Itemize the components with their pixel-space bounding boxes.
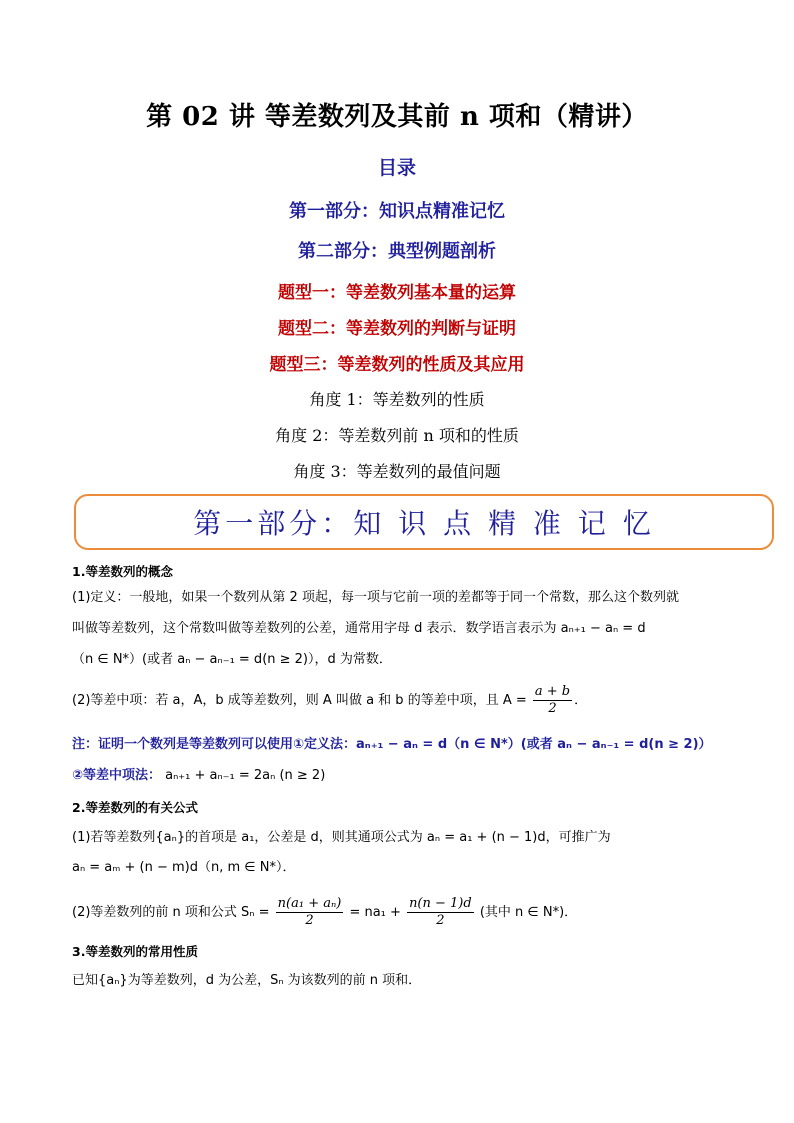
s2-heading: 2.等差数列的有关公式 (72, 800, 198, 815)
toc-angle3: 角度 3：等差数列的最值问题 (293, 462, 501, 481)
section-banner (74, 494, 774, 550)
toc-part1: 第一部分：知识点精准记忆 (289, 201, 505, 222)
s2-formula-line2: aₙ = aₘ + (n − m)d（n, m ∈ N*）． (72, 860, 296, 875)
s1-midterm-end: ． (574, 693, 588, 708)
toc-type2: 题型二：等差数列的判断与证明 (278, 319, 516, 339)
note-line2-formula: aₙ₊₁ + aₙ₋₁ = 2aₙ (n ≥ 2) (165, 768, 326, 783)
sum-formula-tail: (其中 n ∈ N*)． (479, 905, 578, 920)
s1-midterm-text: (2)等差中项：若 a，A，b 成等差数列，则 A 叫做 a 和 b 的等差中项，且 A = (72, 693, 527, 708)
sum-fraction-1-denominator: 2 (305, 913, 314, 928)
s3-heading: 3.等差数列的常用性质 (72, 944, 198, 959)
toc-heading: 目录 (377, 157, 416, 179)
toc-type1: 题型一：等差数列基本量的运算 (278, 283, 516, 303)
toc-part2: 第二部分：典型例题剖析 (298, 241, 496, 262)
sum-formula-lead: (2)等差数列的前 n 项和公式 Sₙ = (72, 905, 270, 920)
sum-fraction-1 (276, 896, 344, 929)
s1-heading: 1.等差数列的概念 (72, 564, 173, 579)
note-line2 (72, 767, 732, 785)
page-title: 第 02 讲 等差数列及其前 n 项和（精讲） (146, 102, 648, 132)
s1-midterm (72, 684, 732, 717)
s1-def-line3: （n ∈ N*）(或者 aₙ − aₙ₋₁ = d(n ≥ 2)），d 为常数． (72, 652, 392, 667)
midterm-fraction (533, 684, 572, 717)
section-banner-text: 第一部分：知 识 点 精 准 记 忆 (193, 507, 655, 540)
toc-angle2: 角度 2：等差数列前 n 项和的性质 (275, 426, 519, 445)
note-line1: 注：证明一个数列是等差数列可以使用①定义法：aₙ₊₁ − aₙ = d（n ∈ N*）(或者 aₙ − aₙ₋₁ = d(n ≥ 2)） (72, 737, 712, 752)
note-line2-label: ②等差中项法： (72, 768, 162, 783)
s2-formula-line1: (1)若等差数列{aₙ}的首项是 a₁，公差是 d，则其通项公式为 aₙ = a₁ + (n − 1)d，可推广为 (72, 830, 611, 845)
sum-formula-middle: = na₁ + (349, 905, 401, 920)
sum-fraction-1-numerator: n(a₁ + aₙ) (277, 896, 342, 911)
s1-def-line1: (1)定义：一般地，如果一个数列从第 2 项起，每一项与它前一项的差都等于同一个常数，那么这个数列就 (72, 590, 679, 605)
s2-sum-formula (72, 896, 732, 929)
s1-def-line2: 叫做等差数列，这个常数叫做等差数列的公差，通常用字母 d 表示．数学语言表示为 aₙ₊₁ − aₙ = d (72, 621, 646, 636)
midterm-denominator: 2 (548, 701, 557, 716)
sum-fraction-2 (407, 896, 474, 929)
sum-fraction-2-denominator: 2 (436, 913, 445, 928)
toc-angle1: 角度 1：等差数列的性质 (309, 390, 485, 409)
s3-text: 已知{aₙ}为等差数列，d 为公差，Sₙ 为该数列的前 n 项和． (72, 973, 422, 988)
toc-type3: 题型三：等差数列的性质及其应用 (269, 355, 525, 375)
sum-fraction-2-numerator: n(n − 1)d (409, 896, 472, 911)
midterm-numerator: a + b (534, 684, 571, 699)
